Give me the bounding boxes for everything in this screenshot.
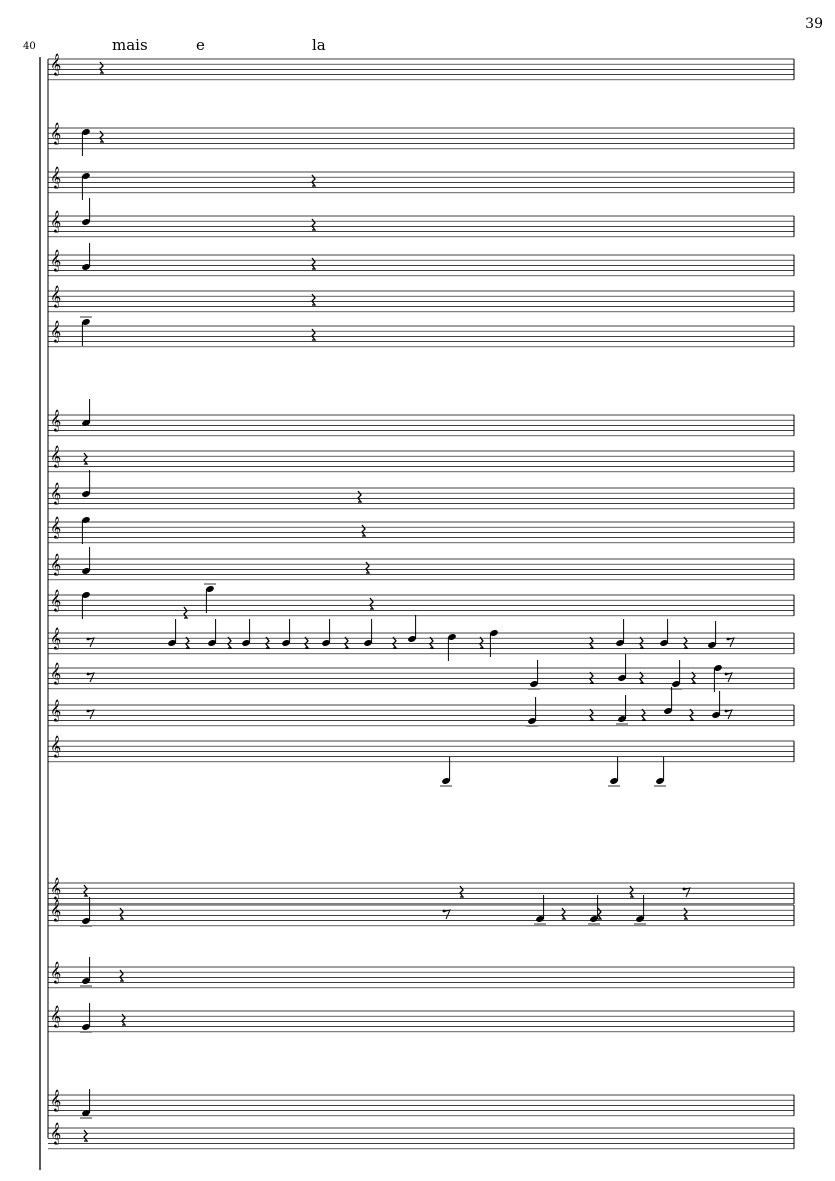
staff: [48, 415, 794, 436]
eighth-rest: [87, 638, 94, 647]
treble-clef-icon: 𝄞: [50, 735, 62, 758]
quarter-rest: [345, 637, 348, 648]
quarter-rest: [84, 453, 87, 464]
treble-clef-icon: 𝄞: [50, 699, 62, 722]
note: [81, 243, 90, 271]
rest-stem: [444, 910, 450, 919]
treble-clef-icon: 𝄞: [50, 210, 62, 233]
note: [80, 957, 92, 986]
quarter-rest: [393, 637, 396, 648]
note: [670, 660, 682, 689]
quarter-rest: [312, 219, 315, 230]
measure-number: 40: [23, 41, 36, 52]
note: [654, 757, 666, 786]
staff: [48, 451, 794, 472]
staff: [48, 905, 794, 926]
treble-clef-icon: 𝄞: [50, 166, 62, 189]
lyric-syllable: mais: [112, 36, 148, 54]
rest-stem: [726, 673, 732, 682]
note: [407, 615, 416, 643]
treble-clef-icon: 𝄞: [50, 1122, 62, 1145]
treble-clef-icon: 𝄞: [50, 627, 62, 650]
quarter-rest: [305, 637, 308, 648]
treble-clef-icon: 𝄞: [50, 589, 62, 612]
eighth-rest: [87, 673, 94, 682]
note: [80, 1003, 92, 1032]
staff: [48, 1095, 794, 1116]
note: [81, 198, 90, 226]
rest-stem: [728, 638, 734, 647]
note: [81, 547, 90, 575]
treble-clef-icon: 𝄞: [50, 320, 62, 343]
quarter-rest: [562, 908, 565, 919]
quarter-rest: [120, 970, 123, 981]
note: [440, 757, 452, 786]
staff: [48, 488, 794, 509]
staff: [48, 559, 794, 580]
treble-clef-icon: 𝄞: [50, 899, 62, 922]
note: [81, 399, 90, 427]
staff: [48, 255, 794, 276]
note: [608, 757, 620, 786]
quarter-rest: [430, 637, 433, 648]
quarter-rest: [184, 607, 187, 618]
quarter-rest: [684, 637, 687, 648]
quarter-rest: [122, 1014, 125, 1025]
rest-stem: [726, 710, 732, 719]
quarter-rest: [84, 885, 87, 896]
rest-stem: [684, 888, 690, 897]
note: [489, 629, 498, 657]
note: [528, 660, 540, 689]
quarter-rest: [100, 62, 103, 73]
quarter-rest: [100, 131, 103, 142]
treble-clef-icon: 𝄞: [50, 1005, 62, 1028]
quarter-rest: [692, 672, 695, 683]
eighth-rest: [727, 638, 734, 647]
note: [81, 516, 90, 544]
quarter-rest: [312, 329, 315, 340]
staff: [48, 59, 794, 80]
staff: [48, 883, 794, 904]
quarter-rest: [690, 709, 693, 720]
quarter-rest: [120, 908, 123, 919]
treble-clef-icon: 𝄞: [50, 553, 62, 576]
treble-clef-icon: 𝄞: [50, 662, 62, 685]
staff: [48, 705, 794, 726]
quarter-rest: [590, 709, 593, 720]
quarter-rest: [312, 175, 315, 186]
note: [81, 470, 90, 498]
rest-stem: [88, 710, 94, 719]
treble-clef-icon: 𝄞: [50, 122, 62, 145]
lyric-syllable: e: [196, 36, 205, 54]
rest-stem: [88, 638, 94, 647]
note: [81, 128, 90, 156]
eighth-rest: [725, 673, 732, 682]
page-number: 39: [805, 16, 823, 32]
rest-stem: [88, 673, 94, 682]
note: [663, 687, 672, 715]
quarter-rest: [684, 908, 687, 919]
staff: [48, 216, 794, 237]
quarter-rest: [598, 908, 601, 919]
quarter-rest: [640, 637, 643, 648]
note: [81, 172, 90, 200]
quarter-rest: [590, 637, 593, 648]
eighth-rest: [683, 888, 690, 897]
quarter-rest: [460, 886, 463, 897]
staff: [48, 1011, 794, 1032]
note: [526, 697, 538, 726]
quarter-rest: [84, 1130, 87, 1141]
eighth-rest: [443, 910, 450, 919]
staff: [48, 128, 794, 149]
staff: [48, 967, 794, 988]
staff: [48, 633, 794, 654]
treble-clef-icon: 𝄞: [50, 961, 62, 984]
staff: [48, 595, 794, 616]
quarter-rest: [312, 294, 315, 305]
quarter-rest: [366, 562, 369, 573]
note: [534, 895, 546, 924]
treble-clef-icon: 𝄞: [50, 409, 62, 432]
treble-clef-icon: 𝄞: [50, 877, 62, 900]
staff: [48, 172, 794, 193]
treble-clef-icon: 𝄞: [50, 249, 62, 272]
note: [81, 591, 90, 619]
eighth-rest: [87, 710, 94, 719]
staff: [48, 741, 794, 762]
quarter-rest: [640, 672, 643, 683]
quarter-rest: [590, 672, 593, 683]
note: [80, 897, 92, 926]
note: [707, 621, 716, 649]
staff: [48, 1128, 794, 1149]
quarter-rest: [362, 525, 365, 536]
staff: [48, 291, 794, 312]
quarter-rest: [186, 637, 189, 648]
note: [447, 633, 456, 661]
note: [616, 695, 628, 724]
quarter-rest: [630, 886, 633, 897]
eighth-rest: [725, 710, 732, 719]
staff: [48, 522, 794, 543]
note: [80, 1089, 92, 1118]
staff: [48, 668, 794, 689]
treble-clef-icon: 𝄞: [50, 482, 62, 505]
treble-clef-icon: 𝄞: [50, 445, 62, 468]
treble-clef-icon: 𝄞: [50, 516, 62, 539]
quarter-rest: [312, 258, 315, 269]
lyric-syllable: la: [312, 36, 326, 54]
note: [204, 584, 216, 613]
treble-clef-icon: 𝄞: [50, 1089, 62, 1112]
quarter-rest: [358, 491, 361, 502]
quarter-rest: [480, 637, 483, 648]
note: [634, 895, 646, 924]
quarter-rest: [370, 598, 373, 609]
staff: [48, 326, 794, 347]
quarter-rest: [266, 637, 269, 648]
note: [713, 664, 722, 692]
quarter-rest: [642, 709, 645, 720]
treble-clef-icon: 𝄞: [50, 285, 62, 308]
treble-clef-icon: 𝄞: [50, 53, 62, 76]
quarter-rest: [228, 637, 231, 648]
